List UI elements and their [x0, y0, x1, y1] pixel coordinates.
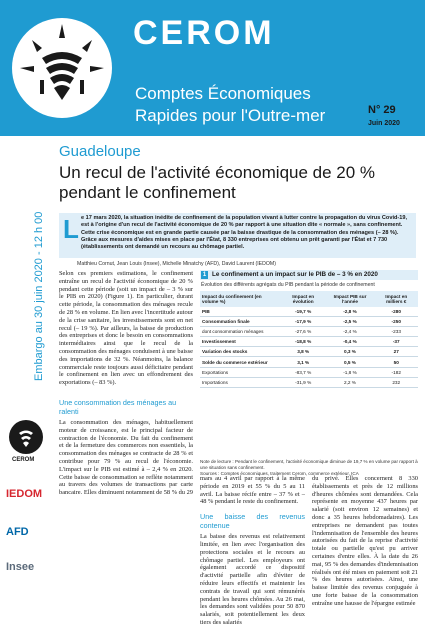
- table-cell: -2,8 %: [325, 307, 374, 317]
- region-label: Guadeloupe: [59, 143, 141, 160]
- table-row: [200, 347, 418, 357]
- table-row: [200, 377, 418, 387]
- paragraph: Selon ces premiers estimations, le confinement entraîne un recul de l'activité économique de 20 % pendant cette période (soit un impact de – 3 % sur le PIB en 2020) (Figure 1). En particulier, durant cette période, la consommation des ménages recule de 28 % en volume. En lien avec l'incertitude autour de la crise sanitaire, les investissements sont en net recul (– 19 %). Par ailleurs, la baisse de production des entreprises et donc le besoin en consommations intermédiaires ainsi que le recul de la consommation des ménages conduisent à une baisse des importations de 32 %. Néanmoins, la balance commerciale reste toujours aussi déficitaire pendant le confinement en lien avec un effondrement des exportations (– 83 %).: [59, 270, 193, 387]
- table-cell: PIB: [200, 307, 281, 317]
- embargo-notice: Embargo au 30 juin 2020 - 12 h 00: [33, 211, 45, 381]
- table-cell: -250: [375, 317, 419, 327]
- table-cell: -2,4 %: [325, 327, 374, 337]
- iedom-logo: IEDOM: [6, 488, 43, 500]
- table-row: [200, 367, 418, 377]
- table-cell: -280: [375, 307, 419, 317]
- table-header: Impact en milliers €: [375, 291, 419, 307]
- cerom-small-logo: [9, 420, 43, 454]
- table-cell: 232: [375, 377, 419, 387]
- table-cell: -0,4 %: [325, 337, 374, 347]
- paragraph: du privé. Elles concernent 8 330 établissements et près de 12 millions d'heures chômées sont demandées. Cela représente en moyenne 437 heures par salarié (soit environ 12 semaines) et donc a 35 heures hebdomadaires). Les entreprises ne demandent pas toutes l'indemnisation de l'ensemble des heures autorisées du fait de la reprise d'activité totale ou partielle qu'est pu arriver certaines d'entre elles. À la date du 26 mai, 95 % des demandes d'indemnisation réalisés ont été mises en paiement soit 21 % des heures autorisées. Ainsi, une baisse limitée des revenus conjuguée à une forte baisse de la consommation entraîne une hausse de l'épargne estimée: [312, 475, 418, 607]
- body-column-left-2: [59, 419, 193, 497]
- insee-logo: Insee: [6, 561, 35, 573]
- table-cell: Consommation finale: [200, 317, 281, 327]
- figure-title: Le confinement a un impact sur le PIB de – 3 % en 2020: [212, 271, 378, 278]
- body-column-middle: [200, 475, 305, 627]
- table-row: [200, 307, 418, 317]
- table-cell: Importations: [200, 377, 281, 387]
- table-cell: -19,7 %: [281, 307, 326, 317]
- body-column-left: [59, 270, 193, 387]
- table-cell: 50: [375, 357, 419, 367]
- table-row: [200, 357, 418, 367]
- dropcap: L: [63, 214, 79, 244]
- article-title-line1: Un recul de l'activité économique de 20 %: [59, 163, 376, 182]
- cerom-small-label: CEROM: [12, 457, 35, 463]
- table-cell: Investissement: [200, 337, 281, 347]
- section-heading-income: Une baisse des revenus contenue: [200, 512, 305, 530]
- paragraph: La consommation des ménages, habituellement moteur de croissance, est le principal facteur de contraction de l'économie. Du fait du confinement et de la fermeture des commerces non essentiels, la consommation des ménages se contracte de 28 % et contribue pour 79 % au recul de l'économie. L'impact sur le PIB est estimé à – 2,4 % en 2020. Cette baisse de consommation se reflète notamment au travers des volumes de transactions par carte bancaire. Elles diminuent notamment de 58 % du 29: [59, 419, 193, 497]
- table-cell: 0,3 %: [325, 347, 374, 357]
- figure-source: Sources : Comptes économiques, traitement Cerom, commerce extérieur, ICA: [200, 470, 359, 476]
- table-cell: 2,2 %: [325, 377, 374, 387]
- table-cell: -27,6 %: [281, 327, 326, 337]
- subtitle-line1: Comptes Économiques: [135, 84, 311, 103]
- figure-table: [200, 291, 418, 388]
- table-header: Impact PIB sur l'année: [325, 291, 374, 307]
- table-cell: 3,8 %: [281, 347, 326, 357]
- table-header: Impact du confinement (en volume %): [200, 291, 281, 307]
- table-row: [200, 337, 418, 347]
- table-cell: 3,1 %: [281, 357, 326, 367]
- paragraph: mars au 4 avril par rapport à la même période en 2019 et 55 % du 5 au 11 avril. La baisse récife entre – 37 % et – 48 % pendant le reste du confinement.: [200, 475, 305, 506]
- table-cell: -1,8 %: [325, 367, 374, 377]
- table-header-row: [200, 291, 418, 307]
- issue-date: Juin 2020: [368, 120, 400, 127]
- brand-title: CEROM: [133, 14, 275, 52]
- header-banner: [0, 0, 425, 136]
- table-cell: -37: [375, 337, 419, 347]
- figure-note: Note de lecture : Pendant le confinement, l'activité économique diminue de 19,7 % en volume par rapport à une situation sans confinement.: [200, 459, 418, 470]
- abstract-text: e 17 mars 2020, la situation inédite de confinement de la population vivant à lutter contre la propagation du virus Covid-19, est à l'origine d'un recul de l'activité économique de 20 % par rapport à une situation dite « normale », sans confinement. Cette crise économique est en grande partie causée par la baisse drastique de la consommation des ménages (– 28 %). Grâce aux mesures d'aides mises en place par l'État, 8 330 entreprises ont obtenu un prêt garanti par l'État et 7 730 (établissements ont demandé un recours au chômage partiel.: [81, 215, 408, 251]
- paragraph: La baisse des revenus est relativement limitée, en lien avec l'organisation des protections sociales et le recours au chômage partiel. Les employeurs ont également accordé ce dispositif d'activité partielle afin d'éviter de réduire leurs effectifs et maintenir les contrats de travail qui sont rémunérés pendant les heures chômées. Au 26 mai, les demandes sont validées pour 50 870 salariés, soit potentiellement les deux tiers des salariés: [200, 533, 305, 626]
- table-cell: Solde du commerce extérieur: [200, 357, 281, 367]
- body-column-right: [312, 475, 418, 608]
- table-row: [200, 327, 418, 337]
- table-cell: Variation des stocks: [200, 347, 281, 357]
- figure-subtitle: Évolution des différents agrégats du PIB pendant la période de confinement: [201, 282, 375, 288]
- table-cell: 27: [375, 347, 419, 357]
- table-cell: -31,9 %: [281, 377, 326, 387]
- table-cell: Exportations: [200, 367, 281, 377]
- table-cell: -18,8 %: [281, 337, 326, 347]
- article-title-line2: pendant le confinement: [59, 183, 236, 202]
- figure-number: 1: [202, 272, 207, 278]
- table-cell: -233: [375, 327, 419, 337]
- authors-line: Matthieu Cornut, Jean Louis (Insee), Michelle Minatchy (AFD), David Laurent (IEDOM): [77, 261, 276, 267]
- table-cell: -17,9 %: [281, 317, 326, 327]
- subtitle-line2: Rapides pour l'Outre-mer: [135, 106, 326, 125]
- table-cell: -83,7 %: [281, 367, 326, 377]
- cerom-logo: [12, 18, 112, 118]
- table-row: [200, 317, 418, 327]
- section-heading-consumption: Une consommation des ménages au ralenti: [59, 398, 177, 416]
- afd-logo: AFD: [6, 526, 29, 538]
- table-cell: -2,5 %: [325, 317, 374, 327]
- table-header: Impact en évolution: [281, 291, 326, 307]
- table-cell: 0,5 %: [325, 357, 374, 367]
- figure-notes: [200, 459, 418, 476]
- table-cell: -182: [375, 367, 419, 377]
- table-cell: dont consommation ménages: [200, 327, 281, 337]
- issue-number: N° 29: [368, 104, 396, 116]
